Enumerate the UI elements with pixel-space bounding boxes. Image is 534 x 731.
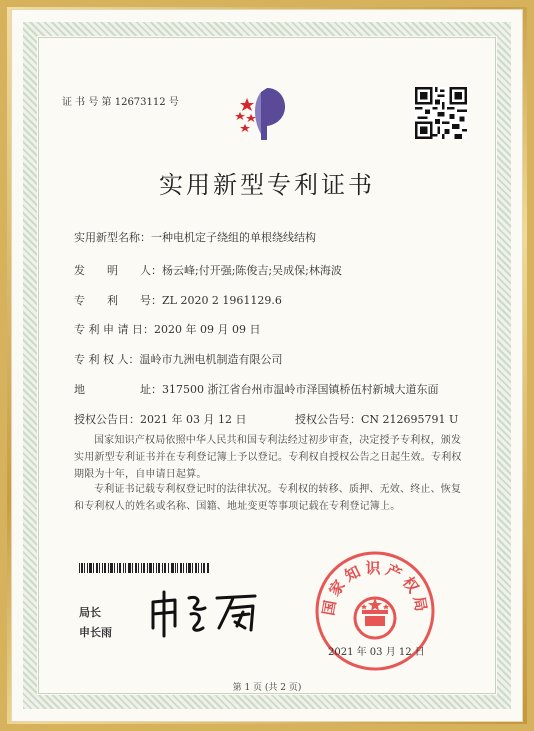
field-inventors [74,262,342,278]
field-announcement-number [295,411,458,427]
field-label: 地 址： [74,383,162,396]
certificate-number-label: 证 书 号 [62,97,99,108]
seal-date: 2021 年 03 月 12 日 [328,647,425,658]
field-label: 专 利 号： [74,294,162,307]
field-patent-number [74,292,282,308]
field-value: 杨云峰;付开强;陈俊吉;吴成保;林海波 [162,264,342,277]
field-value: 2021 年 03 月 12 日 [140,413,247,426]
certificate-number [62,93,179,108]
grant-statement: 国家知识产权局依照中华人民共和国专利法经过初步审查，决定授予专利权，颁发实用新型专利证书并在专利登记簿上予以登记。专利权自授权公告之日起生效。专利权期限为十年，自申请日起算。 [74,435,462,480]
field-value: 温岭市九洲电机制造有限公司 [139,353,283,366]
field-label: 授权公告号： [295,413,361,426]
signature-icon [145,588,265,638]
barcode-icon [79,563,209,573]
field-value: ZL 2020 2 1961129.6 [162,294,282,307]
director-title: 局长 [79,606,101,619]
field-grant-date [74,411,246,427]
field-application-date [74,321,260,337]
field-utility-model-name [74,229,316,245]
certificate-number-value: 第 12673112 号 [101,97,179,108]
cnipa-logo-icon [231,82,301,140]
field-value: CN 212695791 U [361,413,459,426]
field-label: 授权公告日： [74,413,140,426]
director-name: 申长雨 [79,626,112,639]
field-label: 专 利 申 请 日： [74,323,154,336]
field-label: 专 利 权 人： [74,353,140,366]
field-value: 317500 浙江省台州市温岭市泽国镇桥伍村新城大道东面 [162,383,439,396]
field-patentee [74,351,283,367]
certificate-title: 实用新型专利证书 [159,171,375,199]
field-label: 实用新型名称： [74,231,151,244]
page-footer: 第 1 页 (共 2 页) [232,683,302,693]
field-address [74,381,439,397]
svg-text:国家知识产权局: 国家知识产权局 [319,559,431,617]
field-label: 发 明 人： [74,264,162,277]
qr-code-icon [415,87,467,139]
field-value: 2020 年 09 月 09 日 [154,323,261,336]
field-value: 一种电机定子绕组的单根绕线结构 [151,231,316,244]
legal-status-statement: 专利证书记载专利权登记时的法律状况。专利权的转移、质押、无效、终止、恢复和专利权人的姓名或名称、国籍、地址变更等事项记载在专利登记簿上。 [74,484,462,512]
